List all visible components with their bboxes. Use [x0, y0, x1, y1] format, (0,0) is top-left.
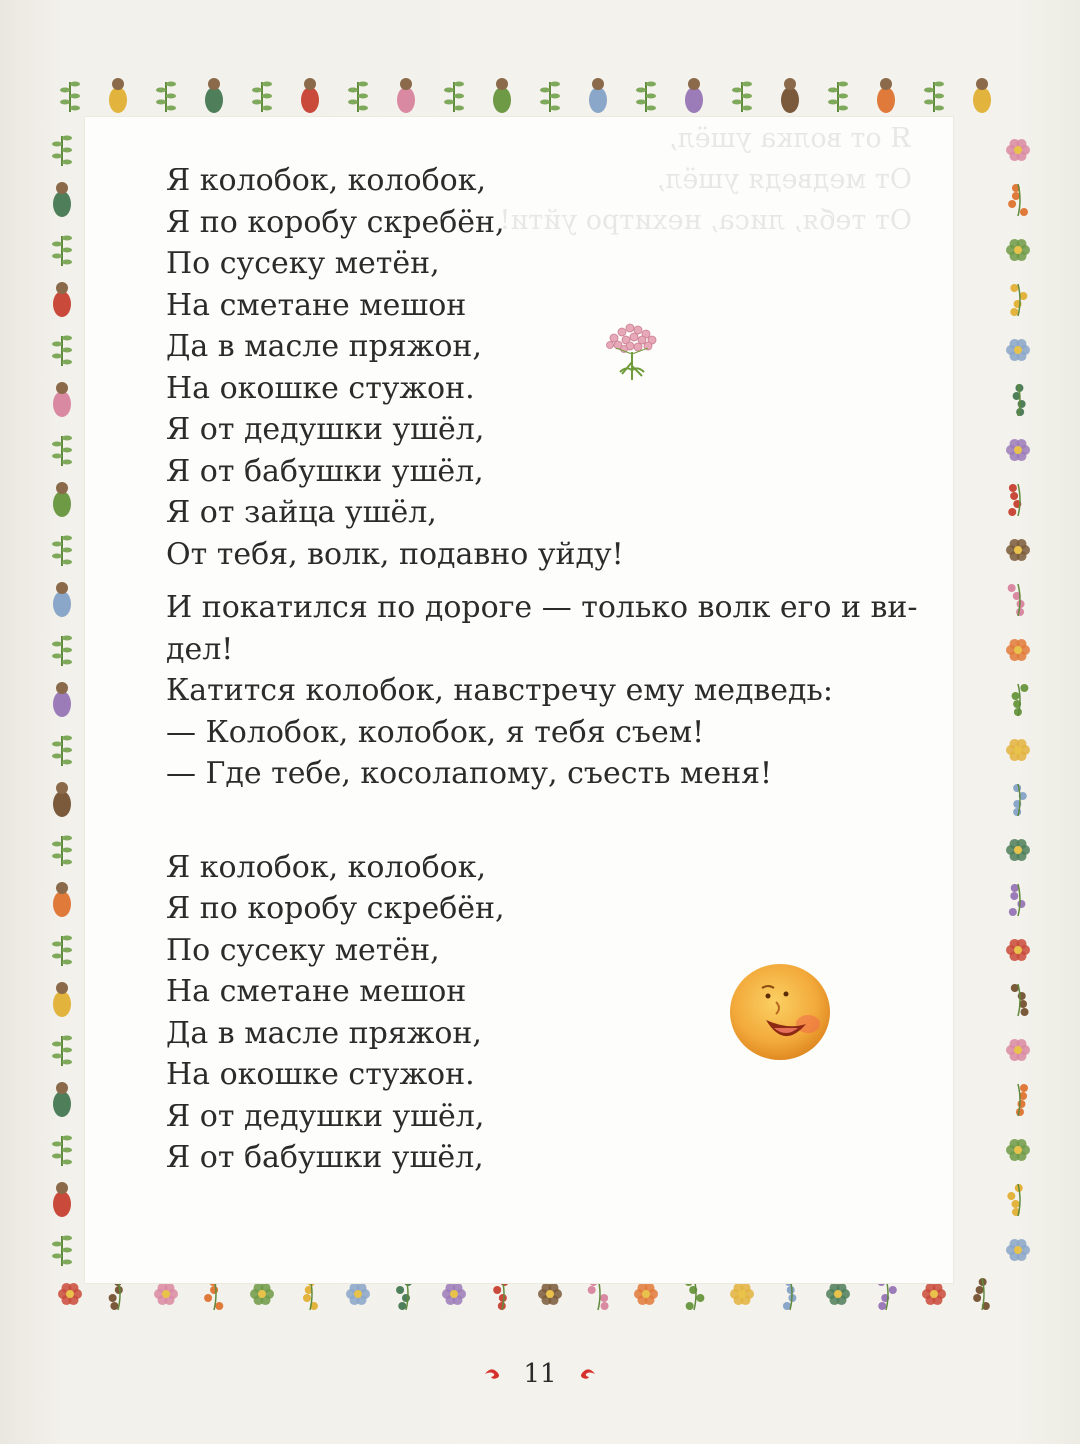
verse-line: Я по коробу скребён,: [166, 891, 505, 926]
page-number: 11: [523, 1359, 557, 1389]
verse-line: Я от бабушки ушёл,: [166, 453, 484, 489]
verse-line: Я от бабушки ушёл,: [166, 1140, 484, 1175]
song-stanza-1: [166, 160, 926, 575]
verse-line: Я от дедушки ушёл,: [166, 412, 485, 447]
verse-line: На сметане мешон: [166, 287, 467, 323]
verse-line: Я колобок, колобок,: [166, 849, 486, 885]
verse-line: На окошке стужон.: [166, 370, 475, 406]
verse-line: Да в масле пряжон,: [166, 1015, 482, 1051]
verse-line: Да в масле пряжон,: [166, 329, 482, 364]
verse-line: Я от дедушки ушёл,: [166, 1098, 485, 1134]
kolobok-face-icon: [726, 960, 834, 1064]
prose-line: И покатился по дороге — только волк его и ви-: [166, 590, 918, 625]
dialogue-line: — Колобок, колобок, я тебя съем!: [166, 714, 705, 750]
red-ornament-left-icon: [483, 1366, 503, 1382]
verse-line: От тебя, волк, подавно уйду!: [166, 536, 624, 572]
verse-line: По сусеку метён,: [166, 932, 440, 968]
dialogue-line: — Где тебе, косолапому, съесть меня!: [166, 756, 773, 791]
narrative-paragraph: [166, 587, 926, 795]
verse-line: На сметане мешон: [166, 974, 467, 1009]
prose-line: Катится колобок, навстречу ему медведь:: [166, 673, 833, 708]
verse-line: На окошке стужон.: [166, 1057, 475, 1092]
prose-line: дел!: [166, 631, 234, 667]
page-footer: [0, 1358, 1080, 1389]
yarrow-flower-icon: [600, 318, 664, 382]
verse-line: По сусеку метён,: [166, 246, 440, 281]
verse-line: Я от зайца ушёл,: [166, 495, 437, 530]
verse-line: Я колобок, колобок,: [166, 163, 486, 198]
red-ornament-right-icon: [577, 1366, 597, 1382]
verse-line: Я по коробу скребён,: [166, 204, 505, 240]
